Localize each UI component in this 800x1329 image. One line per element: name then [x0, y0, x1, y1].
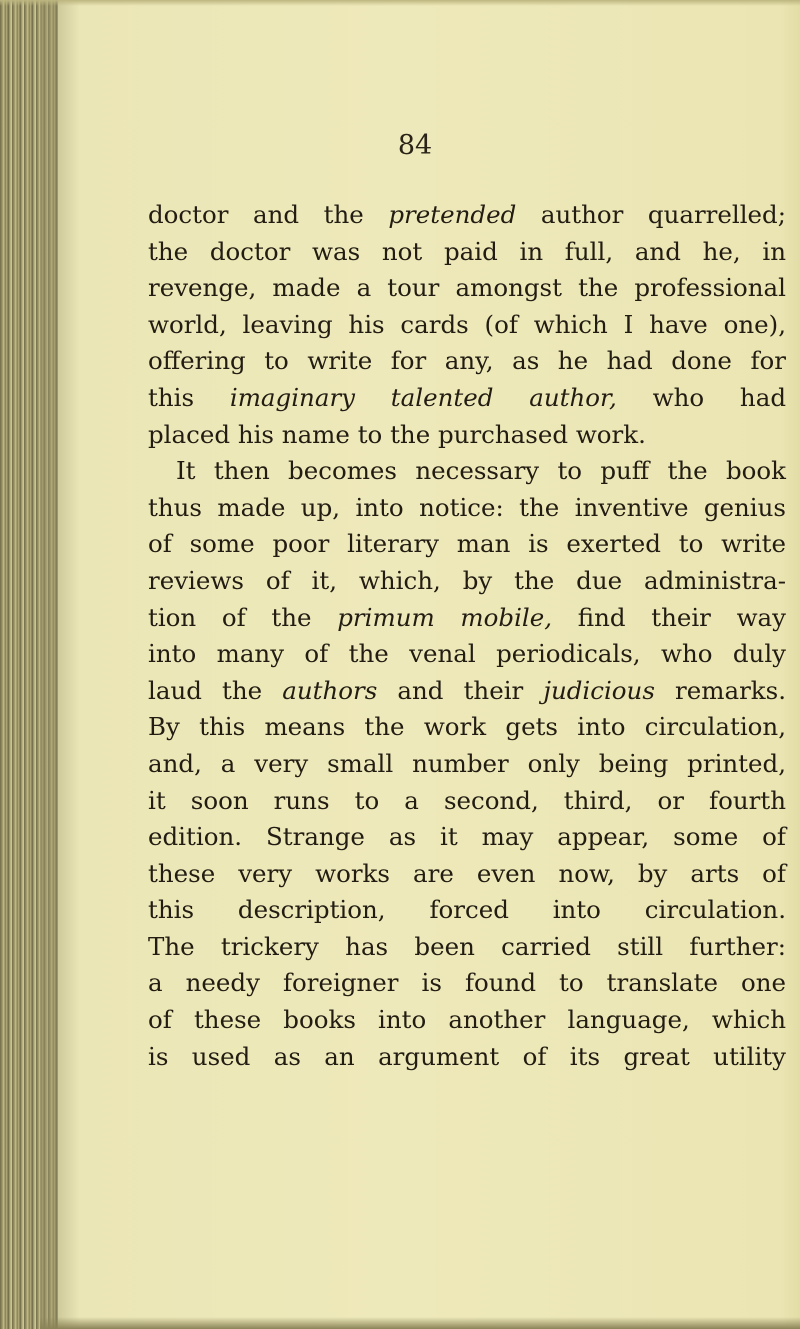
text-line [148, 453, 786, 490]
text-run: and their [377, 675, 544, 705]
text-run: of some poor literary man is exerted to write [148, 529, 786, 559]
text-run: It then becomes necessary to puff the book [176, 456, 786, 486]
italic-phrase: authors [282, 675, 378, 705]
text-line [148, 856, 786, 893]
text-line [148, 892, 786, 929]
text-line [148, 380, 786, 417]
text-line [148, 234, 786, 271]
text-run: author quarrelled; [516, 200, 786, 229]
page-bottom-edge [40, 1317, 800, 1329]
text-line [148, 965, 786, 1002]
text-run: revenge, made a tour amongst the professional [148, 273, 786, 303]
italic-phrase: imaginary talented author, [229, 382, 617, 412]
text-line [148, 1002, 786, 1039]
text-run: edition. Strange as it may appear, some of [148, 822, 786, 852]
page-number: 84 [397, 130, 433, 161]
text-line [148, 709, 786, 746]
text-run: of these books into another language, which [148, 1005, 786, 1035]
text-run: remarks. [654, 675, 786, 705]
text-line [148, 819, 786, 856]
text-line [148, 307, 786, 344]
text-run: world, leaving his cards (of which I have one), [148, 309, 786, 339]
text-line [148, 929, 786, 966]
text-run: laud the [148, 675, 283, 705]
text-run: this description, forced into circulation. [148, 895, 786, 925]
text-line [148, 417, 786, 454]
italic-phrase: primum mobile, [337, 602, 553, 632]
text-run: placed his name to the purchased work. [148, 419, 646, 449]
text-run: tion of the [148, 602, 338, 632]
text-run: doctor and the [148, 200, 389, 229]
text-run: thus made up, into notice: the inventive genius [148, 492, 786, 522]
text-run: a needy foreigner is found to translate one [148, 968, 786, 998]
text-run: is used as an argument of its great utility [148, 1041, 786, 1071]
text-line [148, 490, 786, 527]
body-text [148, 197, 786, 1075]
text-line [148, 197, 786, 234]
text-run: who had [616, 382, 786, 412]
text-line [148, 746, 786, 783]
text-line [148, 270, 786, 307]
text-line [148, 563, 786, 600]
text-run: into many of the venal periodicals, who duly [148, 639, 786, 669]
text-run: The trickery has been carried still further: [148, 931, 786, 961]
text-run: these very works are even now, by arts of [148, 858, 786, 888]
text-run: this [148, 382, 230, 412]
italic-phrase: judicious [543, 675, 655, 705]
text-line [148, 673, 786, 710]
text-run: the doctor was not paid in full, and he, in [148, 236, 786, 266]
text-run: offering to write for any, as he had done for [148, 346, 786, 376]
page-top-edge [0, 0, 800, 6]
text-line [148, 636, 786, 673]
text-line [148, 1039, 786, 1076]
gutter-shadow [40, 0, 80, 1329]
text-line [148, 783, 786, 820]
text-line [148, 343, 786, 380]
text-run: find their way [552, 602, 787, 632]
text-run: By this means the work gets into circulation, [148, 712, 786, 742]
text-run: it soon runs to a second, third, or fourth [148, 785, 786, 815]
text-run: and, a very small number only being printed, [148, 748, 786, 778]
italic-phrase: pretended [388, 200, 517, 229]
text-line [148, 600, 786, 637]
text-run: reviews of it, which, by the due administra- [148, 565, 786, 595]
text-line [148, 526, 786, 563]
